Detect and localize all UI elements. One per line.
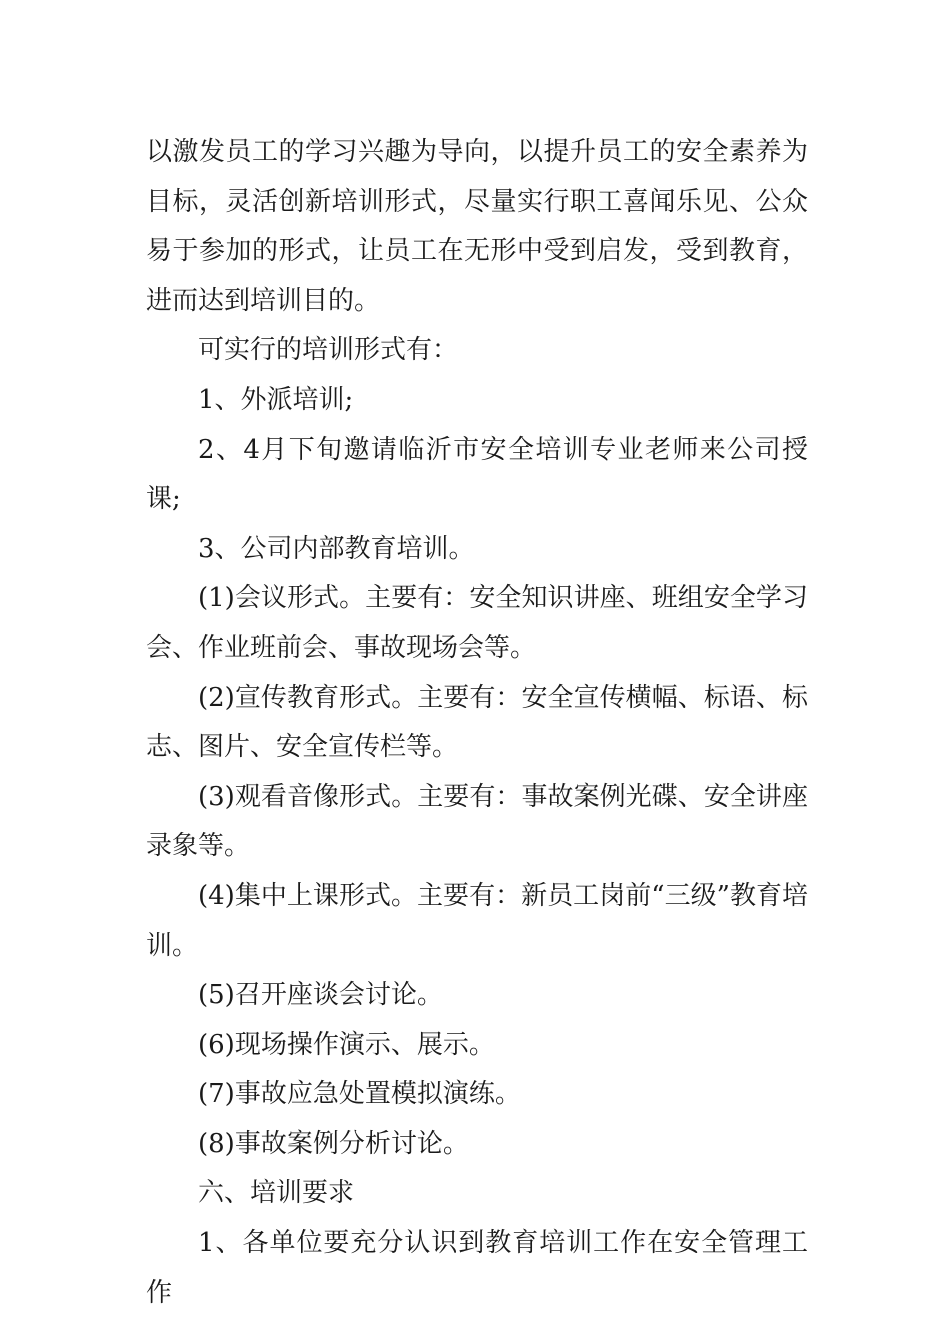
list-item-internal-training: 3、公司内部教育培训。: [198, 533, 475, 564]
sub-item-video-form: (3)观看音像形式。主要有：事故案例光碟、安全讲座录象等。: [146, 781, 808, 862]
sub-item-symposium: (5)召开座谈会讨论。: [198, 980, 443, 1011]
paragraph-training-forms-intro: 可实行的培训形式有：: [198, 335, 459, 366]
list-item-external-training: 1、外派培训;: [198, 384, 354, 415]
requirement-item-1: 1、各单位要充分认识到教育培训工作在安全管理工作: [146, 1228, 808, 1308]
sub-item-publicity-form: (2)宣传教育形式。主要有：安全宣传横幅、标语、标志、图片、安全宣传栏等。: [146, 682, 808, 763]
sub-item-case-analysis: (8)事故案例分析讨论。: [198, 1128, 469, 1159]
document-body: [146, 128, 808, 1318]
sub-item-class-form: (4)集中上课形式。主要有：新员工岗前“三级”教育培训。: [146, 880, 808, 961]
sub-item-meeting-form: (1)会议形式。主要有：安全知识讲座、班组安全学习会、作业班前会、事故现场会等。: [146, 583, 808, 663]
sub-item-emergency-drill: (7)事故应急处置模拟演练。: [198, 1079, 521, 1110]
list-item-invited-teacher: 2、4月下旬邀请临沂市安全培训专业老师来公司授课;: [146, 434, 808, 515]
section-heading-training-requirements: 六、培训要求: [198, 1178, 355, 1209]
paragraph-training-goal: 以激发员工的学习兴趣为导向，以提升员工的安全素养为目标，灵活创新培训形式，尽量实行职工喜闻乐见、公众易于参加的形式，让员工在无形中受到启发，受到教育，进而达到培训目的。: [146, 137, 808, 316]
sub-item-demonstration: (6)现场操作演示、展示。: [198, 1029, 495, 1060]
